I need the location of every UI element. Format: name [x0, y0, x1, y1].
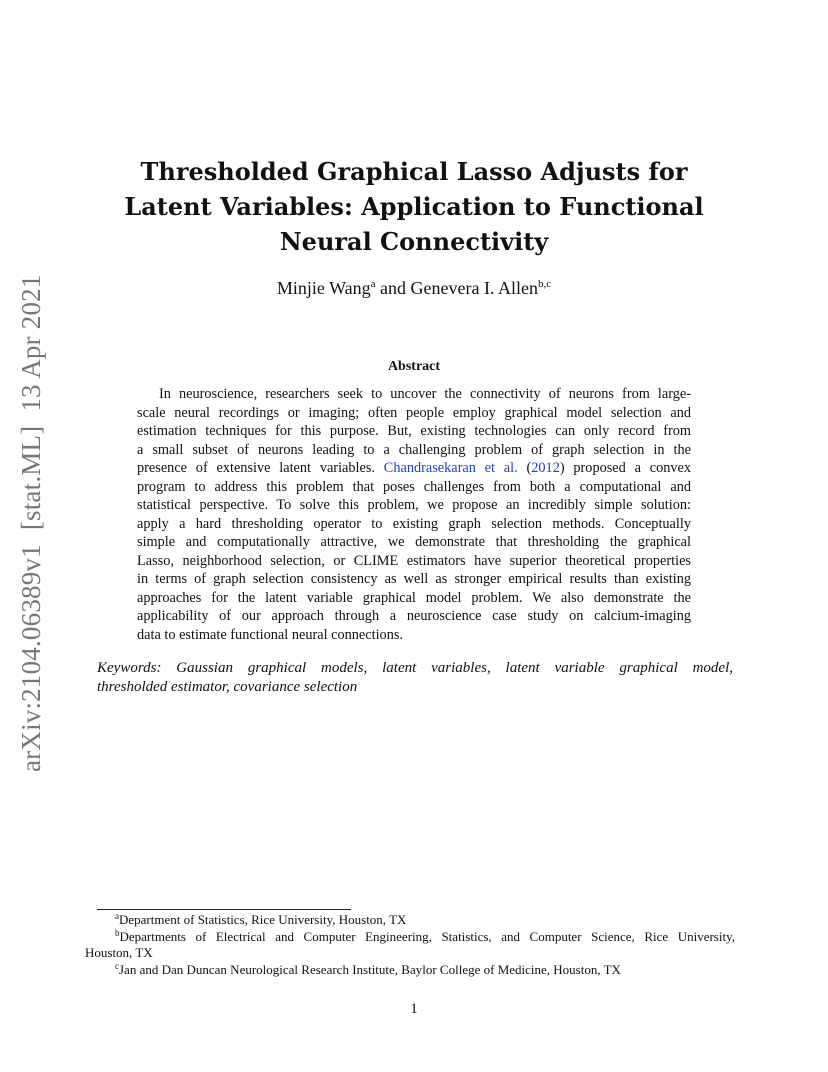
footnote-text: Jan and Dan Duncan Neurological Research Institute, Baylor College of Medicine, Houston, TX [119, 961, 621, 977]
author-list [0, 278, 828, 299]
author-name: and Genevera I. Allen [380, 278, 538, 298]
footnote-b-continued: Houston, TX [85, 945, 153, 960]
citation-link[interactable]: Chandrasekaran et al. [383, 460, 518, 476]
affiliation-mark: b,c [537, 278, 552, 290]
abstract-line: in terms of graph selection consistency as well as stronger empirical results than existing [137, 571, 691, 587]
footnote-b [97, 929, 735, 946]
arxiv-date: 13 Apr 2021 [16, 274, 46, 412]
abstract-line: In neuroscience, researchers seek to uncover the connectivity of neurons from large- [159, 386, 691, 402]
keywords [97, 659, 733, 697]
abstract-line: estimation techniques for this purpose. But, existing technologies can only record from [137, 423, 691, 439]
footnote-mark: b [115, 927, 120, 938]
footnote-text: Departments of Electrical and Computer Engineering, Statistics, and Computer Science, Rice University, [119, 928, 735, 944]
abstract-line: data to estimate functional neural connections. [137, 626, 403, 643]
abstract-line: simple and computationally attractive, we demonstrate that thresholding the graphical [137, 534, 691, 550]
title-line: Latent Variables: Application to Functional [124, 192, 704, 221]
page-number: 1 [410, 1001, 418, 1017]
abstract-text: presence of extensive latent variables. [137, 460, 375, 476]
abstract-line: Lasso, neighborhood selection, or CLIME estimators have superior theoretical properties [137, 552, 691, 569]
author-name: Minjie Wang [276, 278, 371, 298]
title-line: Neural Connectivity [279, 227, 549, 256]
paper-title [0, 154, 828, 259]
abstract-line: program to address this problem that poses challenges from both a computational and [137, 478, 691, 495]
citation-year-link[interactable]: 2012 [531, 460, 560, 476]
abstract-line: a small subset of neurons leading to a challenging problem of graph selection in the [137, 441, 691, 458]
footnote-rule [97, 909, 351, 910]
abstract-line: apply a hard thresholding operator to existing graph selection methods. Conceptually [137, 515, 691, 532]
footnote-a [97, 912, 735, 929]
abstract-line: approaches for the latent variable graphical model problem. We also demonstrate the [137, 589, 691, 606]
abstract-heading: Abstract [387, 359, 441, 374]
arxiv-id: arXiv:2104.06389v1 [16, 544, 46, 772]
footnote-mark: a [115, 911, 119, 921]
arxiv-category: [stat.ML] [16, 425, 46, 531]
paren: ( [526, 460, 532, 476]
footnote-c [97, 962, 735, 979]
footnotes [85, 911, 735, 978]
abstract-line: statistical perspective. To solve this problem, we propose an incredibly simple solution: [137, 497, 691, 513]
footnote-text: Department of Statistics, Rice University, Houston, TX [119, 912, 407, 927]
affiliation-mark: a [370, 278, 376, 290]
footnote-mark: c [115, 960, 119, 971]
abstract-line: applicability of our approach through a neuroscience case study on calcium-imaging [137, 608, 691, 624]
arxiv-sidebar-stamp [18, 274, 45, 772]
abstract-line [137, 459, 691, 478]
title-line: Thresholded Graphical Lasso Adjusts for [140, 157, 688, 186]
abstract-body [137, 385, 691, 644]
keywords-line: Keywords: Gaussian graphical models, latent variables, latent variable graphical model, [97, 660, 733, 676]
abstract-text: ) proposed a convex [559, 460, 692, 476]
keywords-line: thresholded estimator, covariance selection [97, 679, 358, 695]
abstract-line: scale neural recordings or imaging; often people employ graphical model selection and [137, 404, 691, 421]
